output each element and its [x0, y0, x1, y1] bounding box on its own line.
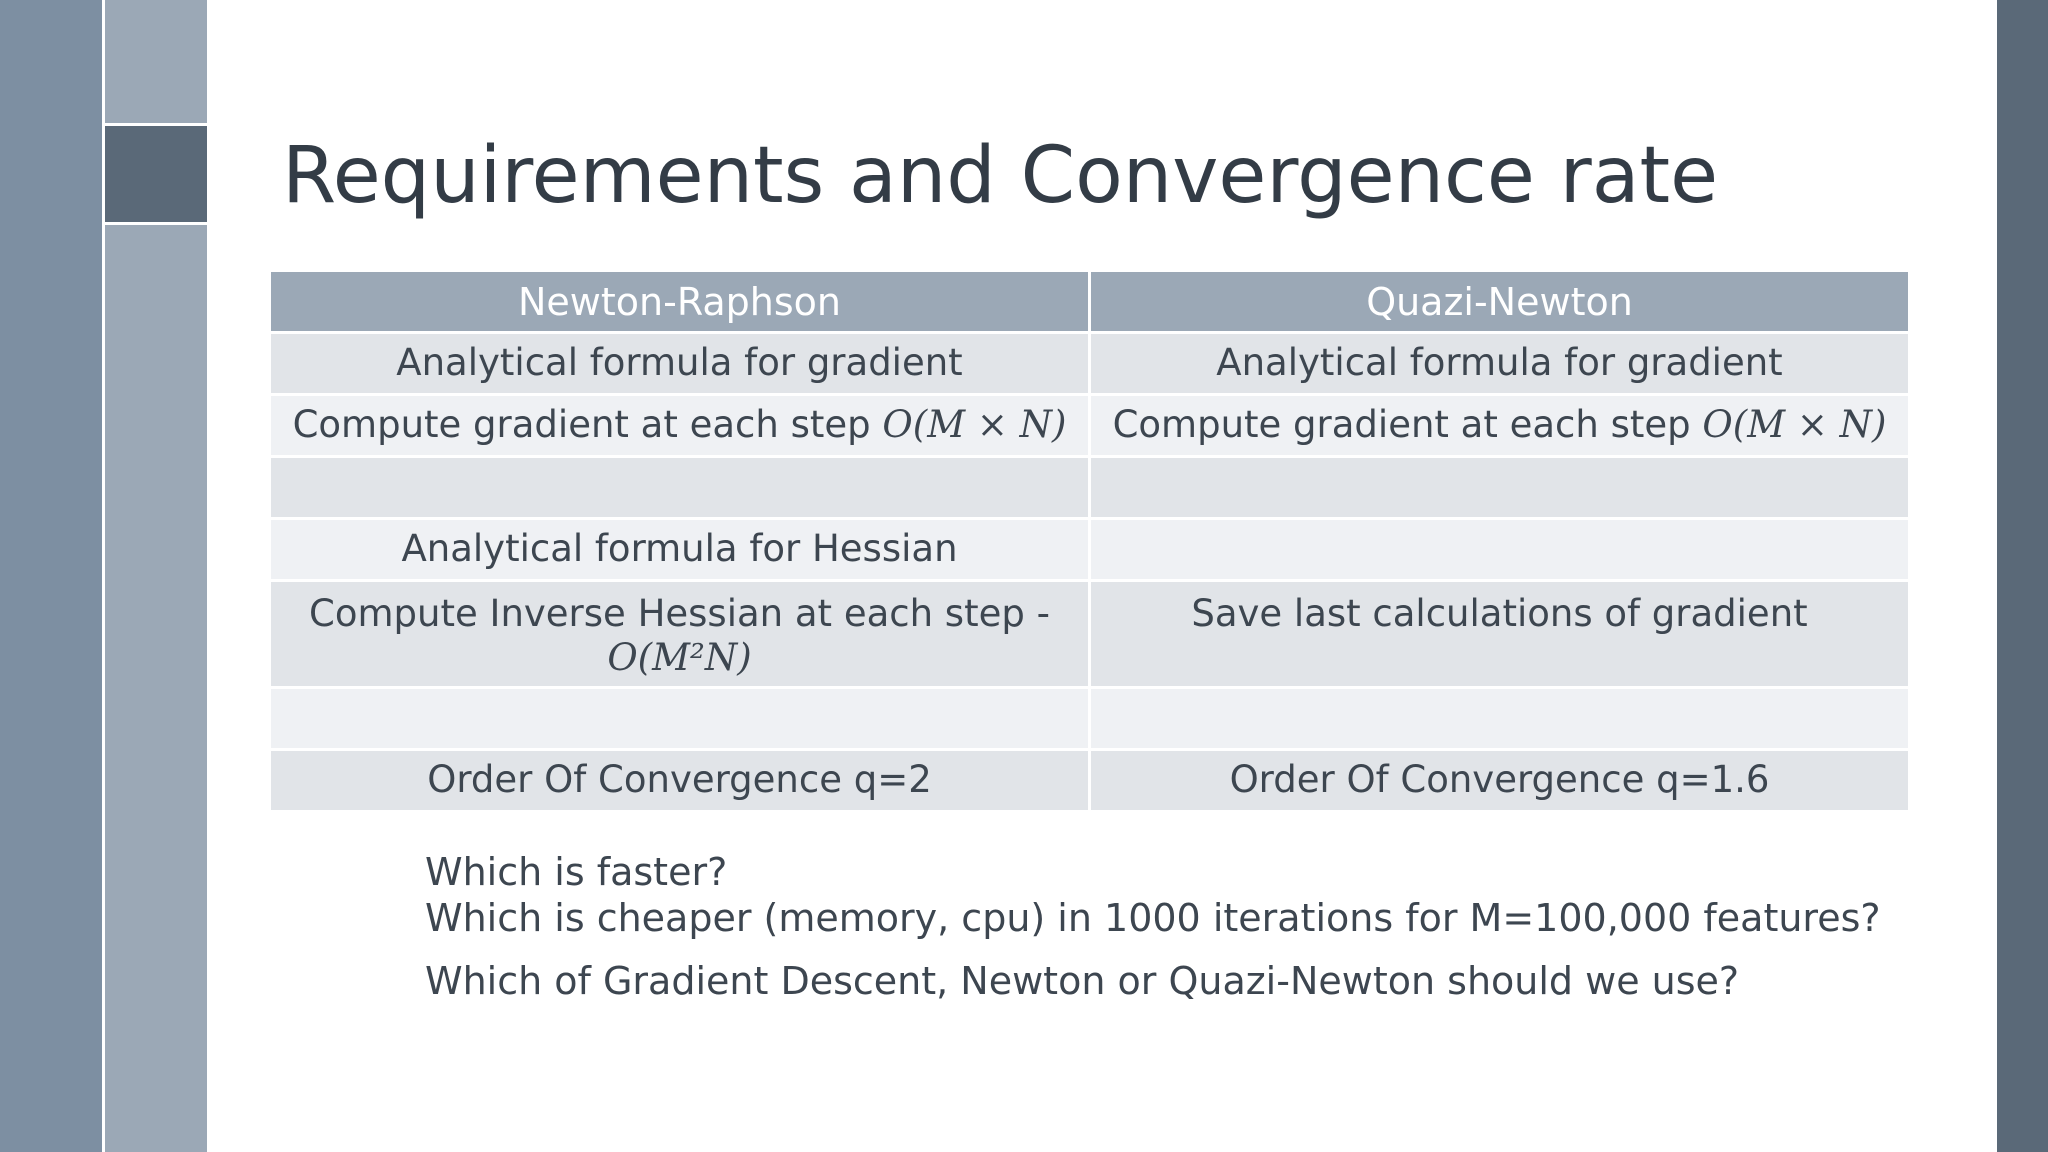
- table-cell: Save last calculations of gradient: [1090, 581, 1910, 688]
- decor-left-bar: [0, 0, 102, 1152]
- cell-text: Compute gradient at each step: [1112, 403, 1691, 447]
- decor-accent-block: [105, 123, 207, 225]
- table-cell: Order Of Convergence q=1.6: [1090, 750, 1910, 812]
- question-cost: Which is cheaper (memory, cpu) in 1000 iterations for M=100,000 features?: [425, 895, 1881, 940]
- table-row: [270, 519, 1910, 581]
- table-cell: Analytical formula for Hessian: [270, 519, 1090, 581]
- table-cell: [1090, 457, 1910, 519]
- table-row: [270, 750, 1910, 812]
- decor-right-bar: [1997, 0, 2048, 1152]
- math-gradient-cost: O(M × N): [1702, 403, 1887, 447]
- cell-text: Compute Inverse Hessian at each step -: [309, 592, 1050, 635]
- table-cell: [1090, 519, 1910, 581]
- table-row: [270, 333, 1910, 395]
- table-cell: Analytical formula for gradient: [1090, 333, 1910, 395]
- question-speed: Which is faster?: [425, 850, 728, 894]
- cell-text: Compute gradient at each step: [292, 403, 871, 447]
- question-method: Which of Gradient Descent, Newton or Quazi-Newton should we use?: [425, 959, 1740, 1004]
- comparison-table: [268, 269, 1911, 813]
- table-cell: [1090, 688, 1910, 750]
- table-cell: [270, 581, 1090, 688]
- table-row: [270, 457, 1910, 519]
- questions-block: [425, 850, 1965, 1005]
- table-header-row: [270, 271, 1910, 333]
- table-cell: Order Of Convergence q=2: [270, 750, 1090, 812]
- slide-title: Requirements and Convergence rate: [282, 131, 1719, 221]
- table-cell: [270, 395, 1090, 457]
- table-cell: [270, 688, 1090, 750]
- header-newton-raphson: Newton-Raphson: [270, 271, 1090, 333]
- table-cell: [1090, 395, 1910, 457]
- math-gradient-cost: O(M × N): [882, 403, 1067, 447]
- table-row: [270, 688, 1910, 750]
- table-row: [270, 395, 1910, 457]
- table-row: [270, 581, 1910, 688]
- header-quazi-newton: Quazi-Newton: [1090, 271, 1910, 333]
- math-hessian-cost: O(M²N): [607, 636, 752, 680]
- table-cell: Analytical formula for gradient: [270, 333, 1090, 395]
- table-cell: [270, 457, 1090, 519]
